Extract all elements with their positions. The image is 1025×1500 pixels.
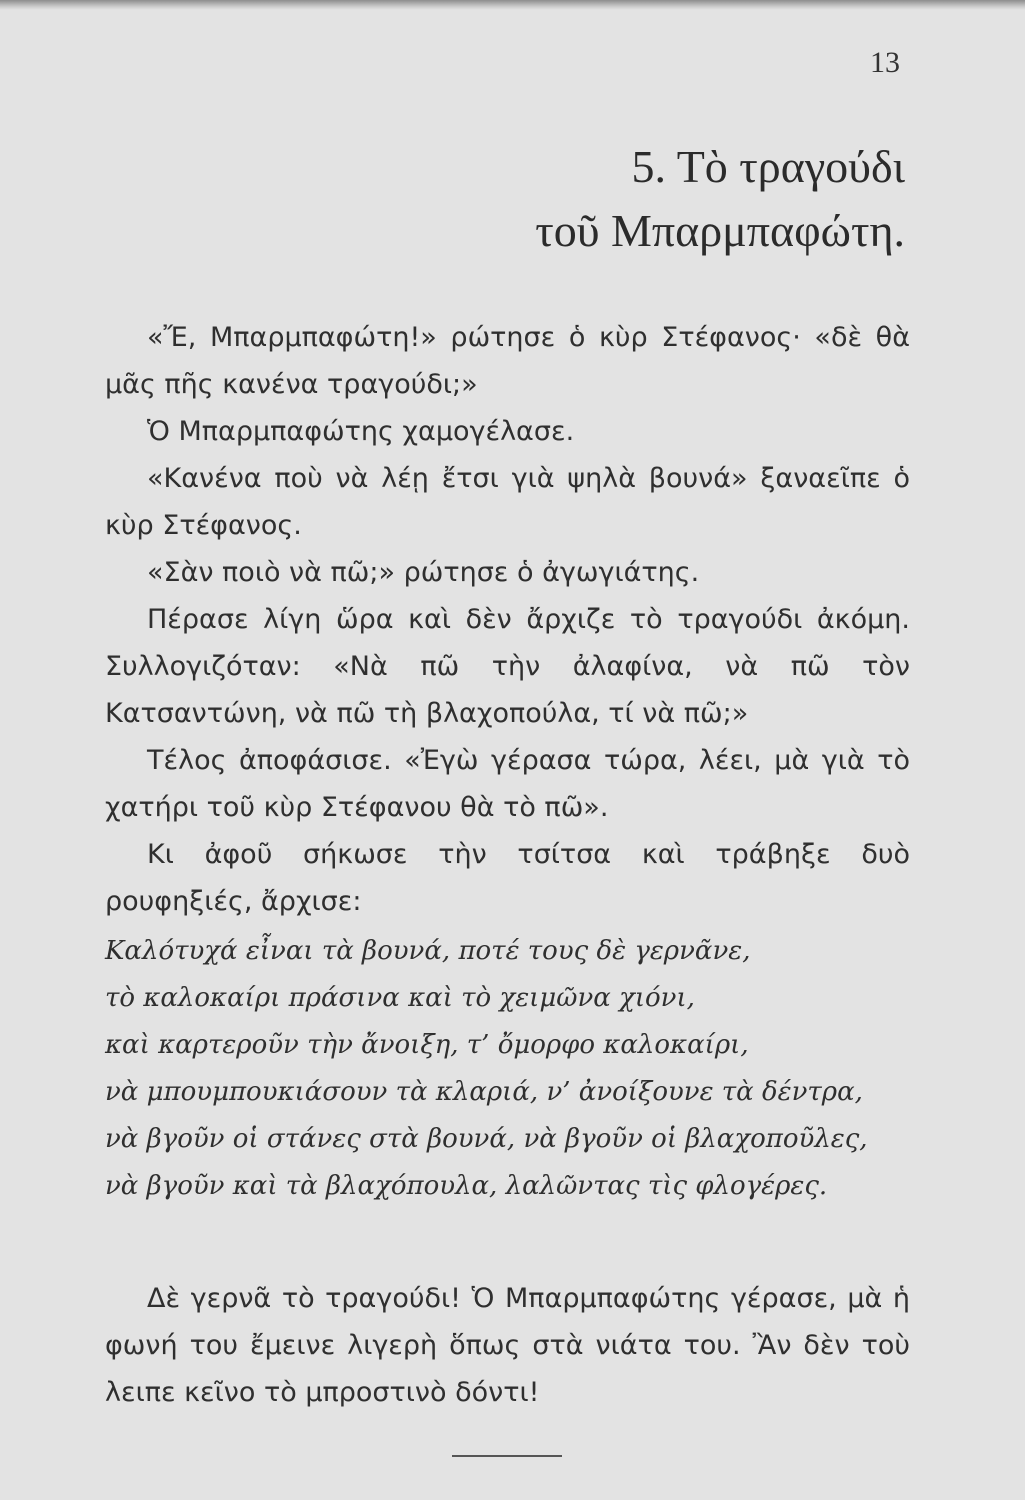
paragraph: «Σὰν ποιὸ νὰ πῶ;» ρώτησε ὁ ἀγωγιάτης. xyxy=(147,557,700,588)
paragraph: Τέλος ἀποφάσισε. «Ἐγὼ γέρασα τώρα, λέει, μὰ γιὰ τὸ χατήρι τοῦ κὺρ Στέφανου θὰ τὸ πῶ». xyxy=(105,745,910,823)
prose-body xyxy=(105,314,910,925)
page-top-edge xyxy=(0,0,1025,10)
closing-paragraph-block xyxy=(105,1275,910,1416)
paragraph: Ὁ Μπαρμπαφώτης χαμογέλασε. xyxy=(147,416,575,447)
paragraph: «Κανένα ποὺ νὰ λέῃ ἔτσι γιὰ ψηλὰ βουνά» ξαναεῖπε ὁ κὺρ Στέφανος. xyxy=(105,463,910,541)
closing-paragraph: Δὲ γερνᾶ τὸ τραγούδι! Ὁ Μπαρμπαφώτης γέρασε, μὰ ἡ φωνή του ἔμεινε λιγερὴ ὅπως στὰ νιάτα του. Ἂν δὲν τοὺ λειπε κεῖνο τὸ μπροστινὸ δόντι! xyxy=(105,1283,910,1408)
verse-line: Καλότυχά εἶναι τὰ βουνά, ποτέ τους δὲ γερνᾶνε, xyxy=(105,936,751,966)
paragraph: «Ἔ, Μπαρμπαφώτη!» ρώτησε ὁ κὺρ Στέφανος· «δὲ θὰ μᾶς πῆς κανένα τραγούδι;» xyxy=(105,322,910,400)
chapter-title xyxy=(440,135,905,263)
verse-line: τὸ καλοκαίρι πράσινα καὶ τὸ χειμῶνα χιόνι, xyxy=(105,983,695,1013)
paragraph: Κι ἀφοῦ σήκωσε τὴν τσίτσα καὶ τράβηξε δυὸ ρουφηξιές, ἄρχισε: xyxy=(105,839,910,917)
paragraph: Πέρασε λίγη ὥρα καὶ δὲν ἄρχιζε τὸ τραγούδι ἀκόμη. Συλλογιζόταν: «Νὰ πῶ τὴν ἀλαφίνα, νὰ πῶ τὸν Κατσαντώνη, νὰ πῶ τὴ βλαχοπούλα, τί νὰ πῶ;» xyxy=(105,604,910,729)
chapter-title-line-2: τοῦ Μπαρμπαφώτη. xyxy=(535,205,905,256)
verse-line: νὰ βγοῦν οἱ στάνες στὰ βουνά, νὰ βγοῦν οἱ βλαχοποῦλες, xyxy=(105,1124,868,1154)
verse-line: καὶ καρτεροῦν τὴν ἄνοιξη, τ’ ὄμορφο καλοκαίρι, xyxy=(105,1030,749,1060)
verse-line: νὰ βγοῦν καὶ τὰ βλαχόπουλα, λαλῶντας τὶς φλογέρες. xyxy=(105,1171,828,1201)
chapter-title-line-1: 5. Τὸ τραγούδι xyxy=(631,141,905,192)
end-rule xyxy=(452,1455,562,1457)
verse-line: νὰ μπουμπουκιάσουν τὰ κλαριά, ν’ ἀνοίξουνε τὰ δέντρα, xyxy=(105,1077,863,1107)
song-verse xyxy=(105,928,925,1210)
page-number: 13 xyxy=(870,46,900,79)
